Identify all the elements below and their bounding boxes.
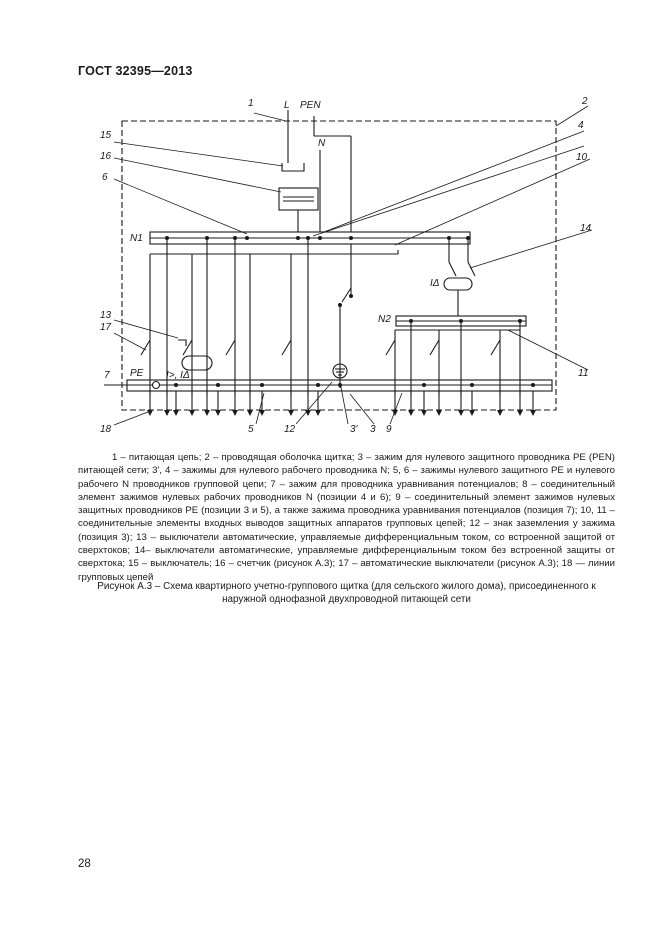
label-9: 9 <box>386 424 392 435</box>
label-1: 1 <box>248 98 254 109</box>
label-pe: PE <box>130 368 144 379</box>
label-3: 3 <box>370 424 376 435</box>
label-2: 2 <box>582 96 588 107</box>
label-4: 4 <box>578 120 584 131</box>
label-13: 13 <box>100 310 112 321</box>
arrow-heads <box>147 410 536 416</box>
label-15: 15 <box>100 130 112 141</box>
label-16: 16 <box>100 151 112 162</box>
label-n1: N1 <box>130 233 143 244</box>
label-idelta: IΔ <box>430 278 440 289</box>
label-n: N <box>318 138 326 149</box>
label-n2: N2 <box>378 314 391 325</box>
label-5: 5 <box>248 424 254 435</box>
label-l: L <box>284 100 290 111</box>
label-pen: PEN <box>300 100 321 111</box>
wiring-diagram <box>0 0 661 440</box>
label-18: 18 <box>100 424 112 435</box>
label-6: 6 <box>102 172 108 183</box>
enclosure-outline <box>122 121 556 410</box>
switch-15 <box>282 163 304 171</box>
meter-16 <box>279 188 318 210</box>
label-14: 14 <box>580 223 592 234</box>
pe-terminal-7 <box>153 382 160 389</box>
label-11: 11 <box>578 368 589 379</box>
figure-caption: Рисунок А.3 – Схема квартирного учетно-группового щитка (для сельского жилого дома), присоединенного к наружной однофазной двухпроводной питающей сети <box>97 581 596 605</box>
label-rcbo: I>, IΔ <box>166 370 190 381</box>
label-7: 7 <box>104 370 110 381</box>
label-3p: 3' <box>350 424 358 435</box>
label-17: 17 <box>100 322 112 333</box>
label-12: 12 <box>284 424 296 435</box>
document-header: ГОСТ 32395—2013 <box>78 64 193 78</box>
rcd-14 <box>444 278 472 290</box>
group-lines-18 <box>150 391 533 412</box>
label-10: 10 <box>576 152 588 163</box>
page-number: 28 <box>78 858 91 870</box>
legend-text: 1 – питающая цепь; 2 – проводящая оболочка щитка; 3 – зажим для нулевого защитного проводника PE (PEN) питающей сети; 3', 4 – зажимы для нулевого рабочего проводника N; 5, 6 – зажимы нулевого защитного PE и нулевого рабочего N проводников групповой цепи; 7 – зажим для проводника уравнивания потенциалов; 8 – соединительный элемент зажимов нулевых рабочих проводников N (позиции 4 и 6); 9 – соединительный элемент зажимов нулевых защитных проводников PE (позиции 3 и 5), а также зажима проводника уравнивания потенциалов (позиция 7); 10, 11 – соединительные элементы входных выводов защитных аппаратов групповых цепей; 12 – знак заземления у зажима (позиция 3); 13 – выключатели автоматические, управляемые дифференциальным током, со встроенной защитой от сверхтоков; 14– выключатели автоматические, управляемые дифференциальным током без встроенной защиты от сверхтока; 15 – выключатель; 16 – счетчик (рисунок А.3); 17 – автоматические выключатели (рисунок А.3); 18 — линии групповых цепей <box>78 452 615 583</box>
